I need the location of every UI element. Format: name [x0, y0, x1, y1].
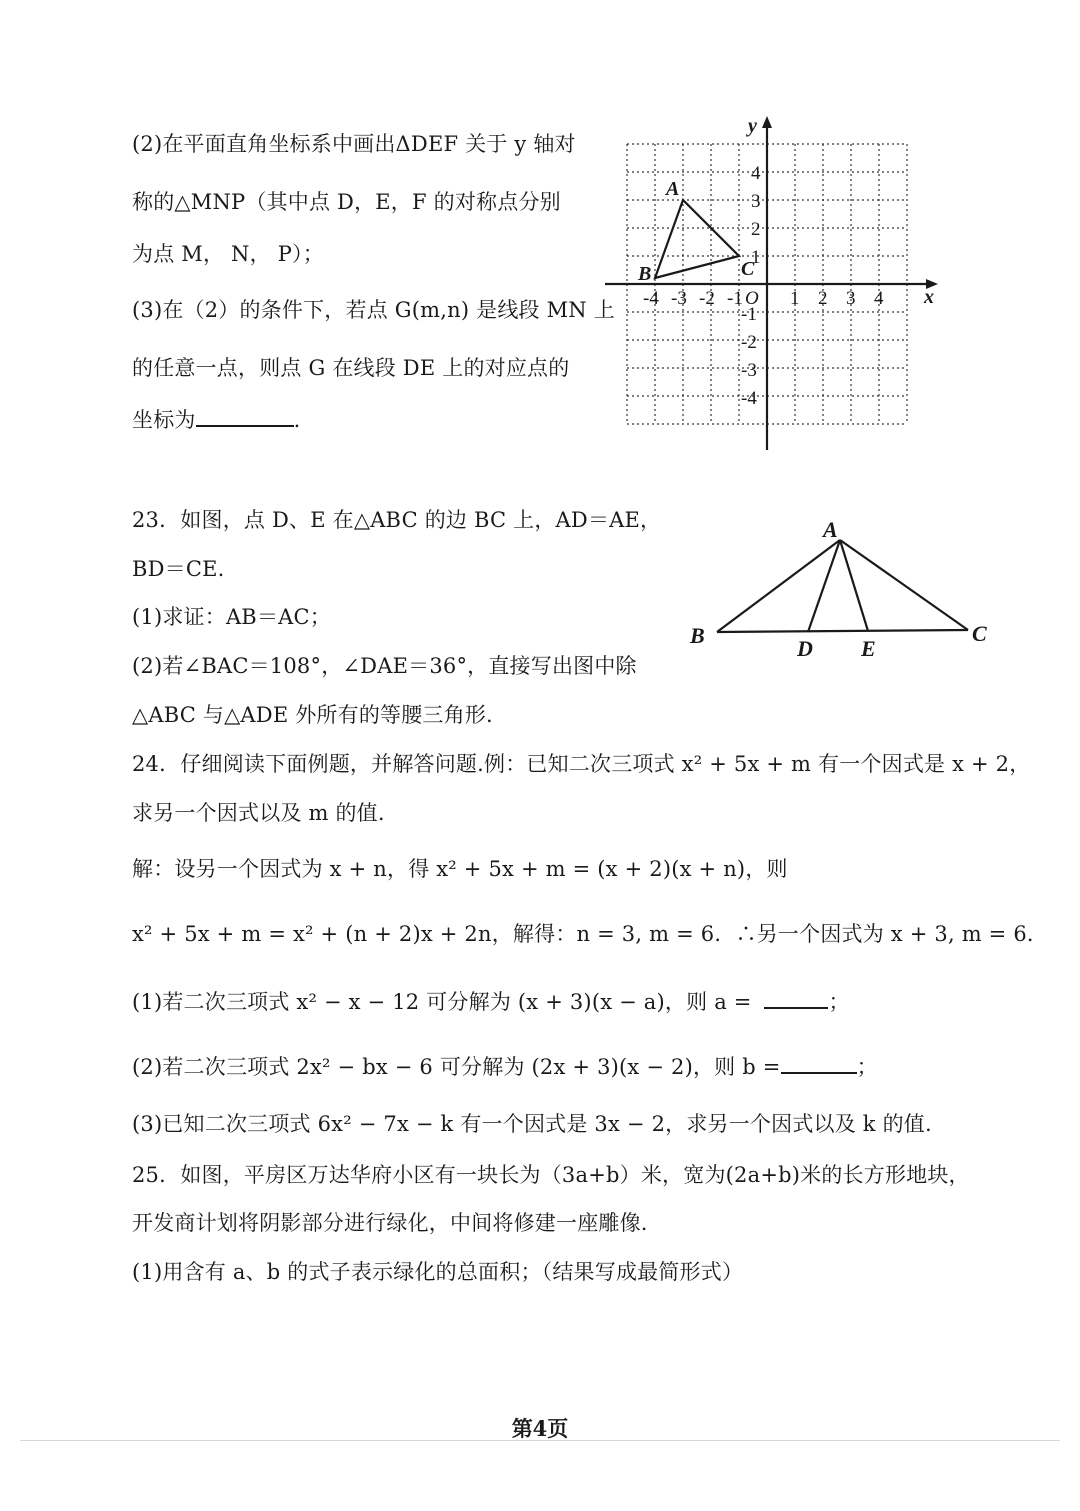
x-axis-label: x: [924, 286, 934, 308]
x-tick-label: 4: [874, 288, 884, 309]
q24-line-3: 解：设另一个因式为 x + n，得 x² + 5x + m = (x + 2)(x + n)，则: [132, 857, 788, 881]
segment-bc: [717, 630, 968, 632]
q24-part2-end: ；: [856, 1055, 878, 1079]
q23-line-5: △ABC 与△ADE 外所有的等腰三角形.: [132, 703, 493, 727]
q25-line-2: 开发商计划将阴影部分进行绿化，中间将修建一座雕像.: [132, 1211, 648, 1235]
x-tick-label: 3: [846, 288, 856, 309]
q24-line-4: x² + 5x + m = x² + (n + 2)x + 2n，解得：n = 3, m = 6．∴另一个因式为 x + 3, m = 6．: [132, 922, 1049, 946]
y-tick-label: -4: [741, 388, 757, 409]
x-tick-label: 2: [818, 288, 828, 309]
y-tick-label: 4: [751, 163, 761, 184]
segment-ab: [717, 540, 840, 632]
q24-line-2: 求另一个因式以及 m 的值.: [132, 801, 385, 825]
point-a-label: A: [666, 178, 680, 200]
y-tick-label: 2: [751, 219, 761, 240]
point-c-label: C: [741, 258, 755, 280]
q22-answer-prompt: 坐标为: [132, 408, 196, 432]
x-tick-label: -1: [727, 288, 743, 309]
q22-period: .: [293, 408, 301, 432]
x-tick-label: -3: [671, 288, 687, 309]
q22-line-6: [132, 406, 301, 434]
q24-part2-text: (2)若二次三项式 2x² − bx − 6 可分解为 (2x + 3)(x − 2)，则 b =: [132, 1055, 781, 1079]
coordinate-grid-figure: [600, 110, 950, 455]
answer-blank: [781, 1068, 857, 1074]
q22-line-2: 称的△MNP（其中点 D，E，F 的对称点分别: [132, 190, 561, 214]
q25-line-1: 25．如图，平房区万达华府小区有一块长为（3a+b）米，宽为(2a+b)米的长方形地块，: [132, 1163, 970, 1187]
y-tick-label: 1: [751, 247, 761, 268]
y-tick-label: -1: [741, 304, 757, 325]
q24-line-6: [132, 1053, 878, 1081]
q22-line-5: 的任意一点，则点 G 在线段 DE 上的对应点的: [132, 356, 570, 380]
q24-line-1: 24．仔细阅读下面例题，并解答问题.例：已知二次三项式 x² + 5x + m 有一个因式是 x + 2，: [132, 752, 1031, 776]
triangle-figure: [680, 510, 1000, 670]
segment-ad: [808, 540, 840, 632]
q25-line-3: (1)用含有 a、b 的式子表示绿化的总面积；（结果写成最简形式）: [132, 1260, 744, 1284]
answer-blank: [764, 1003, 828, 1009]
q24-line-5: [132, 988, 850, 1016]
q23-line-3: (1)求证：AB＝AC；: [132, 605, 331, 629]
point-b-label: B: [638, 263, 652, 285]
vertex-b-label: B: [690, 623, 705, 648]
y-tick-label: 3: [751, 191, 761, 212]
page-number: 第4页: [511, 1416, 569, 1441]
answer-blank: [196, 421, 294, 427]
y-tick-label: -2: [741, 332, 757, 353]
vertex-a-label: A: [823, 517, 838, 542]
q23-line-1: 23．如图，点 D、E 在△ABC 的边 BC 上，AD＝AE，: [132, 508, 662, 532]
triangle-abc-grid: [655, 200, 739, 278]
q24-line-7: (3)已知二次三项式 6x² − 7x − k 有一个因式是 3x − 2，求另一个因式以及 k 的值.: [132, 1112, 932, 1136]
y-axis-arrow-icon: [762, 116, 772, 128]
q23-line-4: (2)若∠BAC＝108°，∠DAE＝36°，直接写出图中除: [132, 654, 637, 678]
x-tick-label: -2: [699, 288, 715, 309]
page-divider: [20, 1440, 1060, 1441]
origin-label: O: [745, 288, 759, 309]
segment-ae: [840, 540, 868, 631]
y-axis-label: y: [748, 115, 757, 137]
segment-ac: [840, 540, 968, 630]
q24-part1-end: ；: [828, 990, 850, 1014]
q22-line-3: 为点 M， N， P）；: [132, 242, 324, 266]
x-tick-labels: [643, 288, 884, 309]
x-tick-label: -4: [643, 288, 659, 309]
y-tick-label: -3: [741, 360, 757, 381]
point-e-label: E: [861, 636, 876, 661]
q23-line-2: BD＝CE.: [132, 557, 225, 581]
q22-line-4: (3)在（2）的条件下，若点 G(m,n) 是线段 MN 上: [132, 298, 615, 322]
q22-line-1: (2)在平面直角坐标系中画出ΔDEF 关于 y 轴对: [132, 132, 576, 156]
point-d-label: D: [797, 636, 813, 661]
q24-part1-text: (1)若二次三项式 x² − x − 12 可分解为 (x + 3)(x − a)，则 a =: [132, 990, 752, 1014]
x-tick-label: 1: [790, 288, 800, 309]
vertex-c-label: C: [972, 621, 987, 646]
